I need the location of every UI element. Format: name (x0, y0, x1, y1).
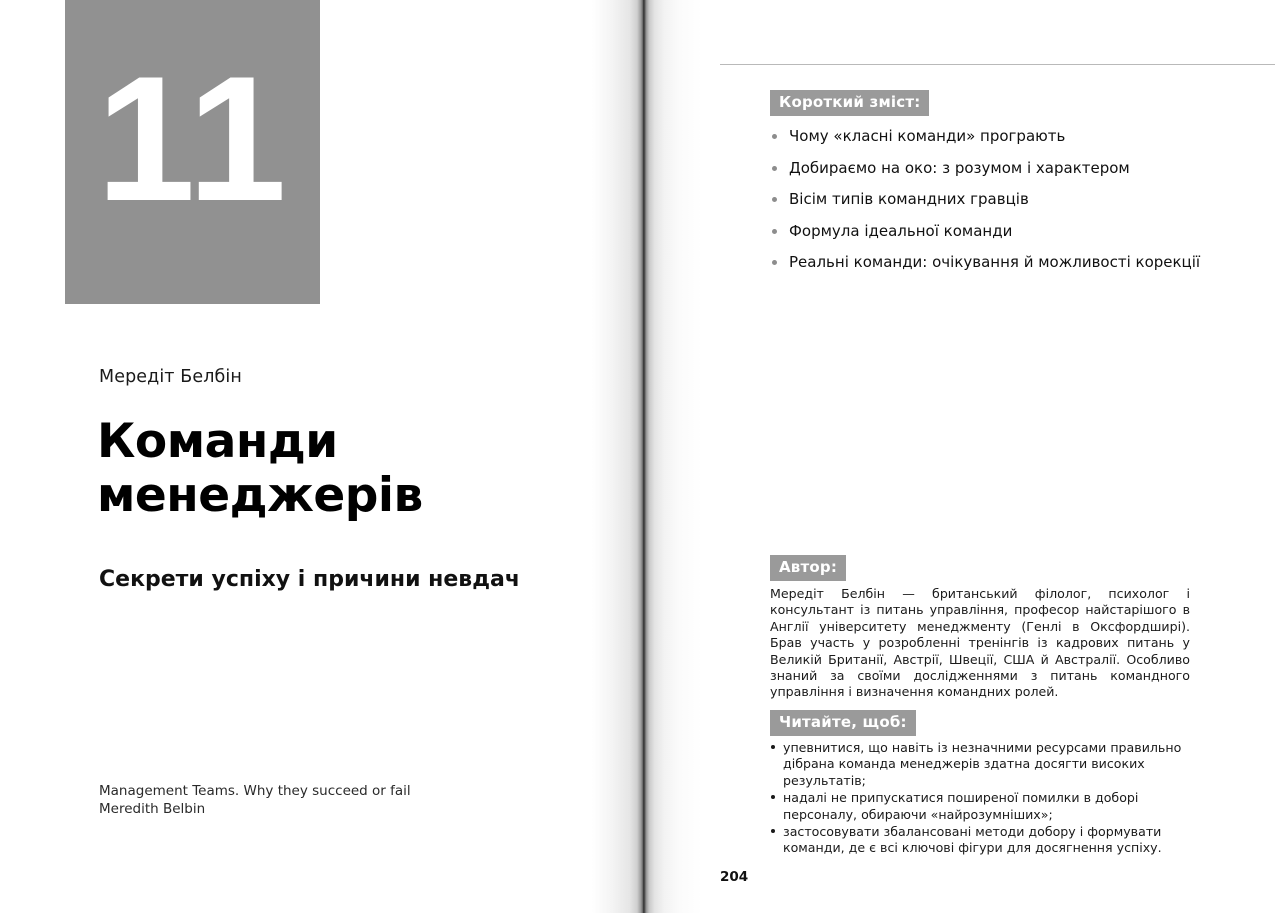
original-title: Management Teams. Why they succeed or fail (99, 783, 411, 799)
read-item-text: надалі не припускатися поширеної помилки в доборі персоналу, обираючи «найрозумніших»; (783, 790, 1139, 822)
list-item (770, 223, 1240, 240)
summary-item-text: Чому «класні команди» програють (789, 127, 1066, 145)
left-page (0, 0, 600, 913)
author-bio: Мередіт Белбін — британський філолог, психолог і консультант із питань управління, професор найстарішого в Англії університету менеджменту (Генлі в Оксфордширі). Брав участь у розробленні тренінгів із кадрових питань у Великій Британії, Австрії, Швеції, США й Австралії. Особливо знаний за своїми дослідженнями з питань командного управління і визначення командних ролей. (770, 586, 1190, 700)
read-list (770, 740, 1195, 858)
chapter-number-block (65, 0, 320, 304)
original-author: Meredith Belbin (99, 801, 206, 817)
list-item (770, 824, 1195, 857)
summary-item-text: Формула ідеальної команди (789, 221, 1013, 240)
summary-list (770, 128, 1240, 286)
header-divider (720, 64, 1275, 65)
list-item (770, 128, 1240, 145)
read-item-text: застосовувати збалансовані методи добору і формувати команди, де є всі ключові фігури для досягнення успіху. (783, 824, 1162, 856)
book-title: Команди менеджерів (97, 414, 423, 523)
book-gutter (592, 0, 702, 913)
bullet-icon (771, 795, 775, 799)
bullet-icon (772, 229, 777, 234)
bullet-icon (772, 260, 777, 265)
book-author: Мередіт Белбін (99, 367, 242, 387)
author-heading: Автор: (770, 555, 846, 581)
summary-heading: Короткий зміст: (770, 90, 929, 116)
read-item-text: упевнитися, що навіть із незначними ресурсами правильно дібрана команда менеджерів здатна досягти високих результатів; (783, 740, 1182, 788)
book-subtitle: Секрети успіху і причини невдач (99, 567, 520, 592)
bullet-icon (771, 829, 775, 833)
right-page (702, 0, 1275, 913)
page-number: 204 (720, 869, 749, 885)
summary-item-text: Реальні команди: очікування й можливості корекції (789, 253, 1201, 272)
list-item (770, 740, 1195, 789)
original-title-block (99, 782, 529, 818)
summary-item-text: Добираємо на око: з розумом і характером (789, 158, 1130, 177)
bullet-icon (772, 197, 777, 202)
bullet-icon (772, 134, 777, 139)
bullet-icon (772, 166, 777, 171)
chapter-number: 11 (96, 39, 289, 238)
list-item (770, 790, 1195, 823)
list-item (770, 160, 1240, 177)
list-item (770, 254, 1240, 271)
summary-item-text: Вісім типів командних гравців (789, 190, 1029, 209)
list-item (770, 191, 1240, 208)
bullet-icon (771, 745, 775, 749)
read-heading: Читайте, щоб: (770, 710, 916, 736)
